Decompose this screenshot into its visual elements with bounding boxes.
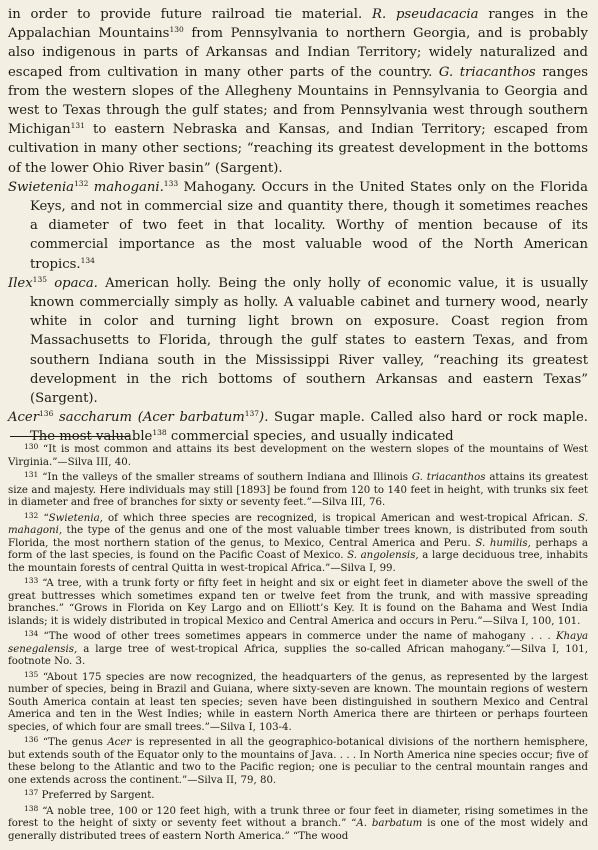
footnote-text: attains its greatest size and majesty. Here individuals may still [1893] be found from 120 to 140 feet in height, with trunks six feet in diameter and free of branches for sixty or seventy feet.”—Silva III, 76. (8, 472, 588, 508)
footnote-text: “The genus (42, 737, 103, 748)
species-name: mahogani. (93, 179, 164, 195)
footnote-ref: 130 (169, 25, 184, 35)
entry-acer (8, 408, 588, 446)
footnote-text: Preferred by Sargent. (41, 790, 155, 801)
footnote-text: “A tree, with a trunk forty or fifty feet in height and six or eight feet in diameter above the swell of the great buttresses which sometimes expand ten or twelve feet from the trunk, and with massive spreading branches.” “Grows in Florida on Key Largo and on Elliott’s Key. It is found on the Bahama and West India islands; it is widely distributed in tropical Mexico and Central America and occurs in Peru.”—Silva I, 100, 101. (8, 578, 589, 627)
footnote-number: 137 (24, 788, 39, 797)
species-name: saccharum (59, 410, 133, 426)
footnote-131 (8, 472, 588, 510)
footnote-number: 136 (24, 735, 39, 744)
species-name: Khaya senegalensis, (8, 631, 589, 655)
text-span: from Pennsylvania to northern Georgia, and is probably also indigenous in parts of Arkansas and Indian Territory; widely naturalized and escaped from cultivation in many other parts of the country. (8, 26, 588, 80)
text-span: Sugar maple. Called also hard or rock maple. The most valuable (30, 410, 588, 445)
text-span: ranges in the Appalachian Mountains (8, 7, 589, 42)
footnote-text: is represented in all the geographico-botanical divisions of the northern hemisphere, but extends south of the Equator only to the mountains of Java. . . . In North America nine species occur; five of these belong to the Atlantic and two to the Pacific region; one is peculiar to the central mountain ranges and one extends across the continent.”—Silva II, 79, 80. (8, 737, 588, 786)
text-span: Mahogany. Occurs in the United States only on the Florida Keys, and not in commercial size and quantity there, though it sometimes reaches a diameter of two feet in that locality. Worthy of mention because of its commercial importance as the most valuable wood of the North American tropics. (30, 179, 588, 272)
species-name: A. barbatum (356, 818, 423, 829)
footnote-ref: 133 (163, 178, 179, 188)
synonym-name: (Acer barbatum (137, 410, 245, 426)
footnote-135 (8, 669, 588, 735)
species-name: S. humilis, (475, 537, 531, 549)
main-text (8, 5, 588, 447)
footnotes (8, 444, 588, 846)
text-span: American holly. Being the only holly of economic value, it is usually known commercially simply as holly. A valuable cabinet and turnery wood, nearly white in color and turning light brown on exposure. Coast region from Massachusetts to Florida, through the gulf states to eastern Texas, and from southern Indiana south in the Mississippi River valley, “reaching its greatest development in the rich bottoms of southern Arkansas and eastern Texas” (Sargent). (30, 275, 588, 407)
paragraph-locust-ranges (8, 5, 588, 178)
footnote-136 (8, 737, 588, 787)
genus-name: Swietenia, (48, 512, 103, 524)
footnote-ref: 135 (32, 274, 47, 284)
footnote-130 (8, 444, 588, 469)
species-name: R. pseudacacia (372, 7, 479, 22)
footnote-ref: 137 (244, 409, 260, 419)
footnote-137 (8, 790, 588, 803)
footnote-ref: 132 (74, 178, 89, 188)
text-span: ranges from the western slopes of the Allegheny Mountains in Pennsylvania to Georgia and west to Texas through the gulf states; and from Pennsylvania west through southern Michigan (8, 64, 588, 138)
footnote-ref: 138 (152, 428, 167, 438)
footnote-number: 130 (24, 442, 39, 451)
species-name: S. angolensis, (347, 550, 419, 561)
footnote-text: “In the valleys of the smaller streams of southern Indiana and Illinois (42, 472, 409, 483)
footnote-text: “A noble tree, 100 or 120 feet high, with a trunk three or four feet in diameter, rising sometimes in the forest to the height of sixty or seventy feet without a branch.” “ (8, 805, 588, 829)
text-span: commercial species, and usually indicated (170, 429, 454, 445)
species-name: opaca. (54, 275, 98, 291)
footnote-text: perhaps a form of the last species, is found on the Pacific Coast of Mexico. (8, 537, 588, 561)
footnote-ref: 134 (80, 255, 95, 265)
footnote-133 (8, 578, 588, 628)
footnote-text: is one of the most widely and generally distributed trees of eastern North America.” “The wood (8, 818, 589, 842)
species-name: S. mahagoni, (8, 512, 588, 536)
entry-swietenia (8, 178, 588, 274)
footnote-ref: 131 (70, 121, 85, 131)
footnote-text: a large tree of west-tropical Africa, supplies the so-called African mahogany.”—Silva I, 101, footnote No. 3. (8, 643, 588, 667)
genus-name: Swietenia (8, 179, 75, 195)
footnote-text: “The wood of other trees sometimes appears in commerce under the name of mahogany . . . (43, 631, 551, 642)
footnote-number: 138 (24, 803, 39, 813)
footnote-number: 131 (24, 470, 39, 479)
footnote-text: “About 175 species are now recognized, the headquarters of the genus, as represented by the largest number of species, being in Brazil and Guiana, where sixty-seven are known. The mountain regions of western South America contain at least ten species; seven have been distinguished in southern Mexico and Central America and ten in the West Indies; while in eastern North America there are thirteen or perhaps fourteen species, of which four are small trees.”—Silva I, 103-4. (8, 671, 588, 733)
genus-name: Acer (107, 737, 132, 748)
footnote-ref: 136 (39, 409, 54, 419)
footnote-138 (8, 803, 589, 844)
text-span: to eastern Nebraska and Kansas, and Indian Territory; escaped from cultivation in many other sections; “reaching its greatest development in the bottoms of the lower Ohio River basin” (Sargent). (8, 122, 588, 176)
open-quote: “ (43, 512, 49, 524)
footnote-text: of which three species are recognized, is tropical American and west-tropical African. (108, 512, 573, 524)
footnote-number: 133 (24, 576, 39, 585)
genus-name: Ilex (8, 275, 33, 291)
footnote-text: “It is most common and attains its best development on the western slopes of the mountains of West Virginia.”—Silva III, 40. (8, 444, 588, 468)
footnote-text: a large deciduous tree, inhabits the mountain forests of central Quitta in west-tropical Africa.”—Silva I, 99. (8, 550, 588, 574)
footnote-divider (10, 436, 130, 437)
footnote-134 (8, 631, 588, 669)
footnote-number: 135 (24, 669, 39, 679)
text-span: in order to provide future railroad tie material. (8, 7, 363, 22)
footnote-number: 134 (24, 629, 39, 638)
footnote-number: 132 (24, 510, 39, 520)
entry-ilex (8, 274, 588, 408)
genus-name: Acer (8, 410, 40, 426)
footnote-132 (8, 510, 588, 576)
synonym-close: ). (259, 410, 269, 426)
footnote-text: the type of the genus and one of the most valuable timber trees known, is distributed from south Florida, the most northern station of the genus, to Mexico, Central America and Peru. (8, 525, 588, 549)
species-name: G. triacanthos (438, 64, 536, 80)
species-name: G. triacanthos (411, 472, 486, 483)
